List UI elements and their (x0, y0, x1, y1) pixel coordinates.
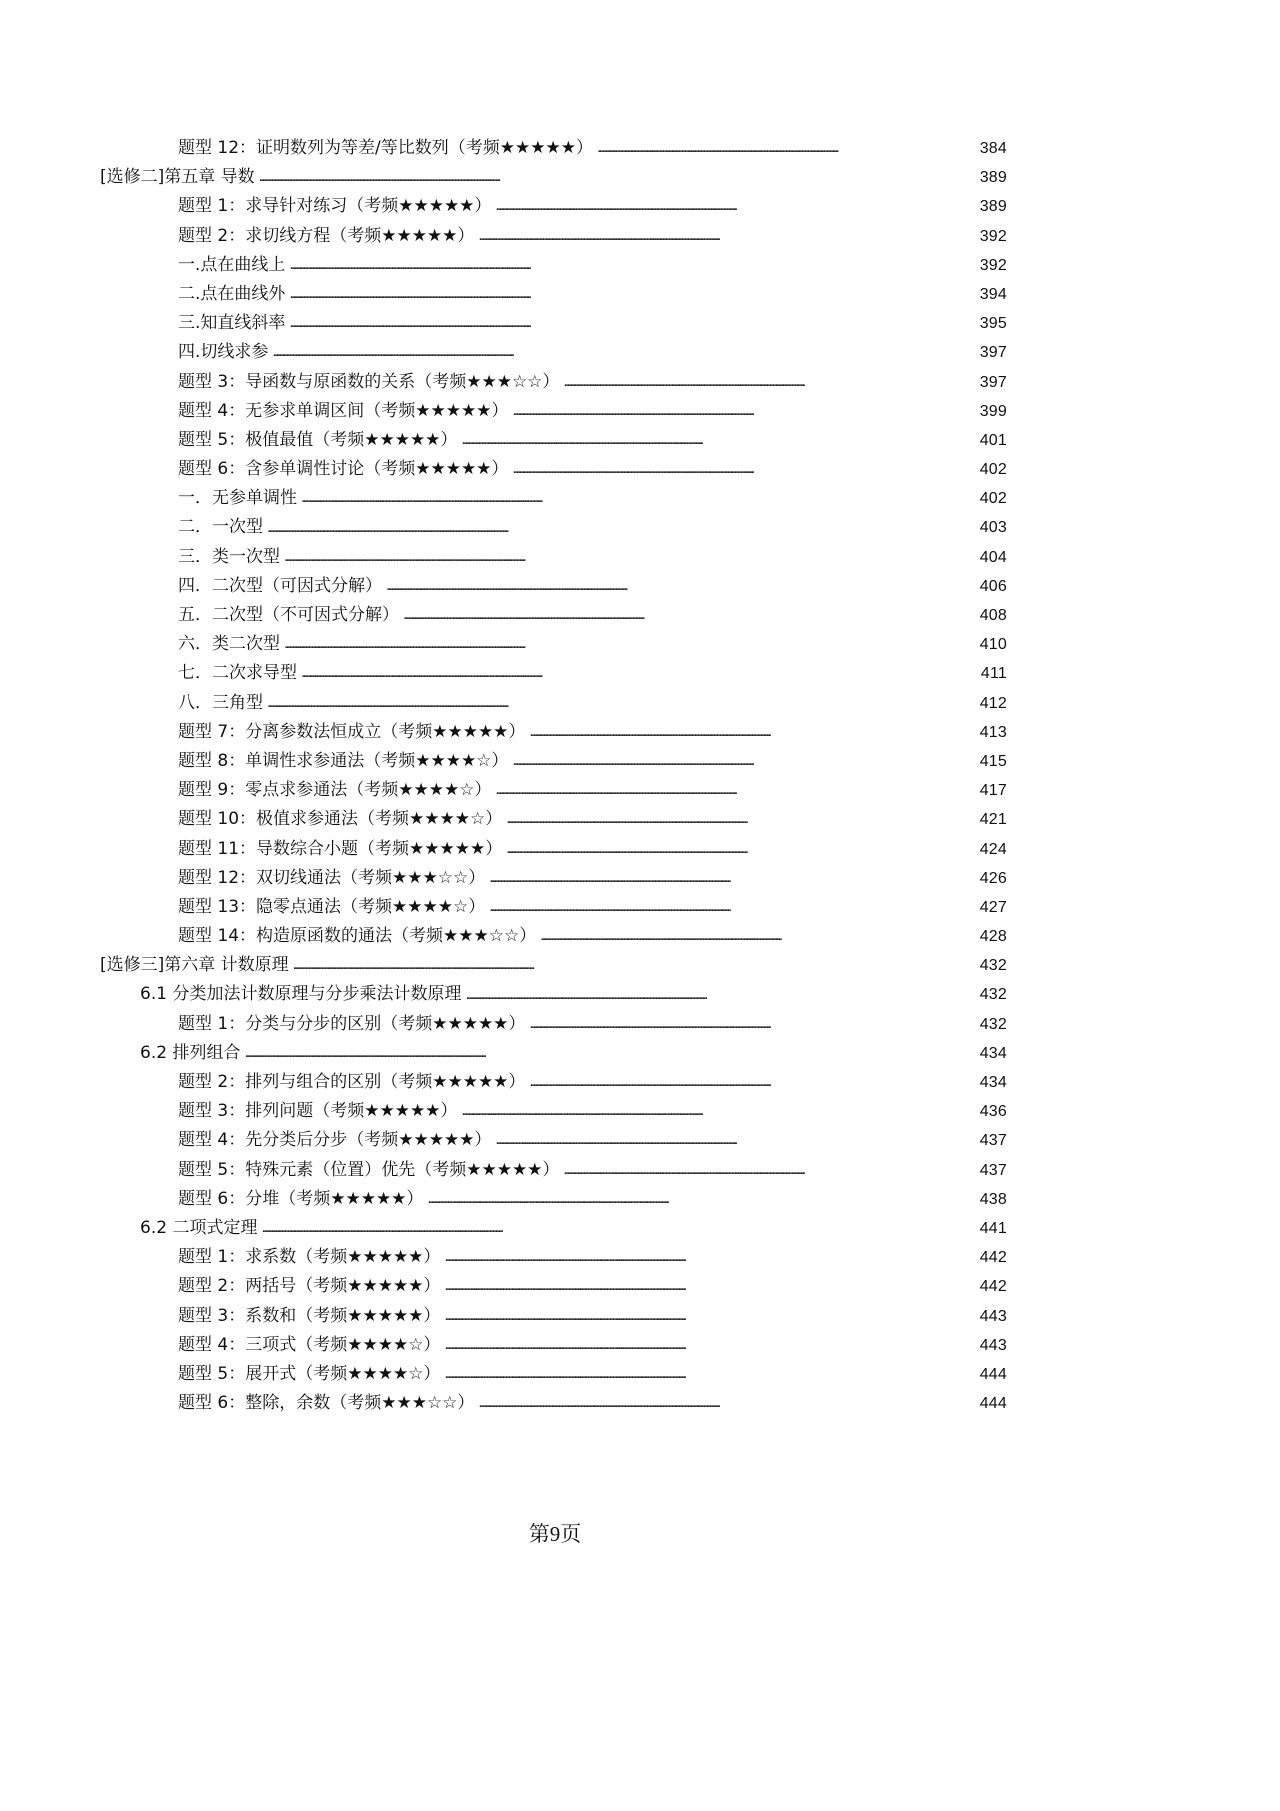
toc-entry-title: 题型 5：特殊元素（位置）优先（考频★★★★★） (178, 1159, 560, 1180)
toc-entry-page-number: 389 (979, 198, 1007, 216)
toc-entry-page-number: 403 (979, 519, 1007, 537)
toc-entry-page-number: 395 (979, 315, 1007, 333)
dot-leader (465, 981, 976, 1010)
toc-item-entry[interactable] (0, 484, 1110, 513)
toc-entry-title: 题型 14：构造原函数的通法（考频★★★☆☆） (178, 926, 537, 947)
toc-entry-page-number: 415 (979, 752, 1007, 770)
toc-item-entry[interactable] (0, 572, 1110, 601)
toc-entry-page-number: 421 (979, 811, 1007, 829)
dot-leader (563, 368, 976, 397)
dot-leader (512, 397, 976, 426)
dot-leader (444, 1331, 976, 1360)
toc-entry-title: 题型 3：导函数与原函数的关系（考频★★★☆☆） (178, 371, 560, 392)
toc-item-entry[interactable] (0, 280, 1110, 309)
toc-entry-title: 题型 3：系数和（考频★★★★★） (178, 1305, 441, 1326)
toc-entry-page-number: 426 (979, 869, 1007, 887)
toc-entry-title: 题型 7：分离参数法恒成立（考频★★★★★） (178, 721, 526, 742)
dot-leader (495, 192, 976, 221)
toc-item-entry[interactable] (0, 251, 1110, 280)
toc-item-entry[interactable] (0, 922, 1110, 951)
toc-item-entry[interactable] (0, 1360, 1110, 1389)
dot-leader (478, 222, 976, 251)
dot-leader (506, 805, 976, 834)
toc-entry-page-number: 411 (980, 665, 1007, 683)
toc-entry-page-number: 397 (979, 373, 1007, 391)
toc-entry-title: 四．二次型（可因式分解） (178, 575, 382, 596)
toc-item-entry[interactable] (0, 222, 1110, 251)
toc-entry-page-number: 402 (979, 461, 1007, 479)
toc-entry-page-number: 389 (979, 169, 1007, 187)
toc-item-entry[interactable] (0, 192, 1110, 221)
toc-entry-page-number: 441 (979, 1219, 1007, 1237)
toc-entry-page-number: 413 (979, 723, 1007, 741)
dot-leader (293, 951, 977, 980)
toc-item-entry[interactable] (0, 689, 1110, 718)
toc-entry-title: 题型 1：求系数（考频★★★★★） (178, 1247, 441, 1268)
dot-leader (259, 163, 977, 192)
toc-entry-title: 七．二次求导型 (178, 663, 297, 684)
dot-leader (284, 630, 977, 659)
toc-entry-page-number: 434 (979, 1074, 1007, 1091)
toc-entry-title: 三．类一次型 (178, 546, 280, 567)
toc-item-entry[interactable] (0, 1156, 1110, 1185)
toc-item-entry[interactable] (0, 718, 1110, 747)
toc-entry-title: 6.1 分类加法计数原理与分步乘法计数原理 (140, 984, 462, 1005)
table-of-contents (0, 134, 1110, 1418)
toc-entry-page-number: 436 (979, 1103, 1007, 1121)
toc-entry-page-number: 437 (979, 1132, 1007, 1150)
toc-chapter-entry[interactable] (0, 163, 1110, 192)
toc-item-entry[interactable] (0, 1243, 1110, 1272)
toc-entry-title: 四.切线求参 (178, 342, 269, 363)
toc-entry-page-number: 434 (979, 1044, 1007, 1062)
toc-entry-page-number: 442 (979, 1278, 1007, 1296)
dot-leader (489, 864, 976, 893)
dot-leader (444, 1243, 976, 1272)
dot-leader (267, 689, 977, 718)
dot-leader (506, 835, 976, 864)
dot-leader (289, 251, 976, 280)
toc-entry-page-number: 392 (979, 256, 1007, 274)
toc-entry-title: 三.知直线斜率 (178, 313, 286, 334)
toc-chapter-entry[interactable] (0, 951, 1110, 980)
dot-leader (597, 134, 977, 163)
toc-item-entry[interactable] (0, 543, 1110, 572)
toc-entry-page-number: 442 (979, 1249, 1007, 1267)
toc-entry-title: 题型 2：求切线方程（考频★★★★★） (178, 225, 475, 246)
dot-leader (563, 1156, 976, 1185)
toc-entry-title: 题型 2：两括号（考频★★★★★） (178, 1276, 441, 1297)
toc-item-entry[interactable] (0, 1331, 1110, 1360)
toc-entry-page-number: 443 (979, 1336, 1007, 1354)
dot-leader (478, 1389, 976, 1418)
toc-entry-title: 题型 12：双切线通法（考频★★★☆☆） (178, 867, 486, 888)
dot-leader (301, 659, 978, 688)
dot-leader (529, 1068, 976, 1097)
toc-item-entry[interactable] (0, 1126, 1110, 1155)
toc-entry-page-number: 410 (979, 636, 1007, 654)
toc-section-entry[interactable] (0, 1214, 1110, 1243)
dot-leader (461, 1097, 976, 1126)
toc-item-entry[interactable] (0, 338, 1110, 367)
toc-item-entry[interactable] (0, 1010, 1110, 1039)
dot-leader (261, 1214, 976, 1243)
toc-entry-page-number: 417 (979, 782, 1007, 800)
toc-item-entry[interactable] (0, 397, 1110, 426)
dot-leader (489, 893, 976, 922)
toc-entry-title: 题型 13：隐零点通法（考频★★★★☆） (178, 896, 486, 917)
dot-leader (284, 543, 977, 572)
toc-item-entry[interactable] (0, 1185, 1110, 1214)
toc-entry-page-number: 384 (979, 140, 1007, 157)
toc-entry-title: [选修三]第六章 计数原理 (100, 955, 289, 976)
toc-entry-page-number: 392 (979, 227, 1007, 245)
toc-entry-title: 6.2 排列组合 (140, 1042, 241, 1063)
toc-entry-title: 六．类二次型 (178, 634, 280, 655)
dot-leader (289, 280, 976, 309)
toc-entry-title: 题型 5：极值最值（考频★★★★★） (178, 429, 458, 450)
dot-leader (427, 1185, 976, 1214)
toc-item-entry[interactable] (0, 630, 1110, 659)
dot-leader (272, 338, 976, 367)
toc-entry-title: 题型 6：整除，余数（考频★★★☆☆） (178, 1393, 475, 1414)
toc-item-entry[interactable] (0, 134, 1110, 163)
dot-leader (529, 1010, 976, 1039)
toc-item-entry[interactable] (0, 368, 1110, 397)
toc-entry-page-number: 432 (979, 957, 1007, 975)
dot-leader (289, 309, 976, 338)
toc-entry-title: 五．二次型（不可因式分解） (178, 605, 399, 625)
toc-entry-page-number: 438 (979, 1190, 1007, 1208)
toc-entry-title: 6.2 二项式定理 (140, 1217, 258, 1238)
toc-item-entry[interactable] (0, 426, 1110, 455)
dot-leader (444, 1272, 976, 1301)
toc-entry-title: 题型 1：分类与分步的区别（考频★★★★★） (178, 1013, 526, 1034)
toc-item-entry[interactable] (0, 513, 1110, 542)
toc-item-entry[interactable] (0, 1389, 1110, 1418)
toc-item-entry[interactable] (0, 893, 1110, 922)
toc-item-entry[interactable] (0, 776, 1110, 805)
toc-entry-page-number: 444 (979, 1365, 1007, 1383)
dot-leader (301, 484, 977, 513)
toc-entry-title: 题型 4：先分类后分步（考频★★★★★） (178, 1130, 492, 1151)
toc-entry-page-number: 444 (979, 1395, 1007, 1413)
toc-entry-title: 一.点在曲线上 (178, 254, 286, 275)
toc-entry-title: 题型 1：求导针对练习（考频★★★★★） (178, 196, 492, 217)
toc-entry-page-number: 437 (979, 1161, 1007, 1179)
toc-entry-page-number: 432 (979, 1015, 1007, 1033)
toc-entry-page-number: 394 (979, 285, 1007, 303)
toc-entry-page-number: 412 (979, 694, 1007, 712)
dot-leader (495, 776, 976, 805)
toc-entry-page-number: 428 (979, 928, 1007, 946)
toc-item-entry[interactable] (0, 1302, 1110, 1331)
dot-leader (461, 426, 976, 455)
toc-item-entry[interactable] (0, 835, 1110, 864)
toc-entry-page-number: 402 (979, 490, 1007, 508)
toc-entry-title: 题型 11：导数综合小题（考频★★★★★） (178, 838, 503, 859)
toc-item-entry[interactable] (0, 1097, 1110, 1126)
toc-entry-title: 题型 8：单调性求参通法（考频★★★★☆） (178, 750, 509, 771)
toc-entry-title: 题型 4：三项式（考频★★★★☆） (178, 1334, 441, 1355)
toc-entry-page-number: 408 (979, 607, 1007, 624)
dot-leader (444, 1360, 976, 1389)
dot-leader (444, 1302, 976, 1331)
toc-entry-title: 八．三角型 (178, 692, 263, 713)
toc-item-entry[interactable] (0, 455, 1110, 484)
toc-item-entry[interactable] (0, 1272, 1110, 1301)
toc-entry-title: 题型 3：排列问题（考频★★★★★） (178, 1101, 458, 1122)
dot-leader (244, 1039, 976, 1068)
dot-leader (267, 514, 977, 543)
toc-entry-title: 题型 2：排列与组合的区别（考频★★★★★） (178, 1072, 526, 1092)
toc-item-entry[interactable] (0, 309, 1110, 338)
toc-entry-page-number: 399 (979, 402, 1007, 420)
toc-entry-page-number: 406 (979, 577, 1007, 595)
toc-item-entry[interactable] (0, 1068, 1110, 1097)
toc-item-entry[interactable] (0, 601, 1110, 630)
toc-entry-page-number: 443 (979, 1307, 1007, 1325)
toc-item-entry[interactable] (0, 747, 1110, 776)
toc-entry-title: 题型 5：展开式（考频★★★★☆） (178, 1363, 441, 1384)
toc-item-entry[interactable] (0, 659, 1110, 688)
toc-entry-page-number: 432 (979, 986, 1007, 1004)
toc-entry-page-number: 397 (979, 344, 1007, 362)
toc-item-entry[interactable] (0, 805, 1110, 834)
toc-entry-page-number: 401 (979, 431, 1007, 449)
toc-entry-title: 题型 6：分堆（考频★★★★★） (178, 1188, 424, 1209)
toc-entry-page-number: 424 (979, 840, 1007, 858)
page-footer: 第9页 (528, 1522, 582, 1546)
dot-leader (529, 718, 976, 747)
toc-item-entry[interactable] (0, 864, 1110, 893)
toc-entry-title: 题型 10：极值求参通法（考频★★★★☆） (178, 809, 503, 830)
toc-entry-title: 题型 6：含参单调性讨论（考频★★★★★） (178, 459, 509, 480)
dot-leader (540, 922, 976, 951)
toc-entry-title: 二.点在曲线外 (178, 283, 286, 304)
toc-entry-title: 题型 4：无参求单调区间（考频★★★★★） (178, 400, 509, 421)
dot-leader (512, 747, 976, 776)
toc-entry-page-number: 427 (979, 898, 1007, 916)
dot-leader (386, 572, 977, 601)
dot-leader (512, 455, 976, 484)
toc-section-entry[interactable] (0, 980, 1110, 1009)
toc-entry-title: 题型 12：证明数列为等差/等比数列（考频★★★★★） (178, 138, 593, 158)
toc-entry-title: [选修二]第五章 导数 (100, 167, 255, 188)
toc-entry-title: 二．一次型 (178, 517, 263, 538)
toc-entry-title: 一．无参单调性 (178, 488, 297, 509)
toc-entry-title: 题型 9：零点求参通法（考频★★★★☆） (178, 780, 492, 801)
dot-leader (495, 1126, 976, 1155)
dot-leader (403, 601, 977, 630)
toc-entry-page-number: 404 (979, 548, 1007, 566)
toc-section-entry[interactable] (0, 1039, 1110, 1068)
